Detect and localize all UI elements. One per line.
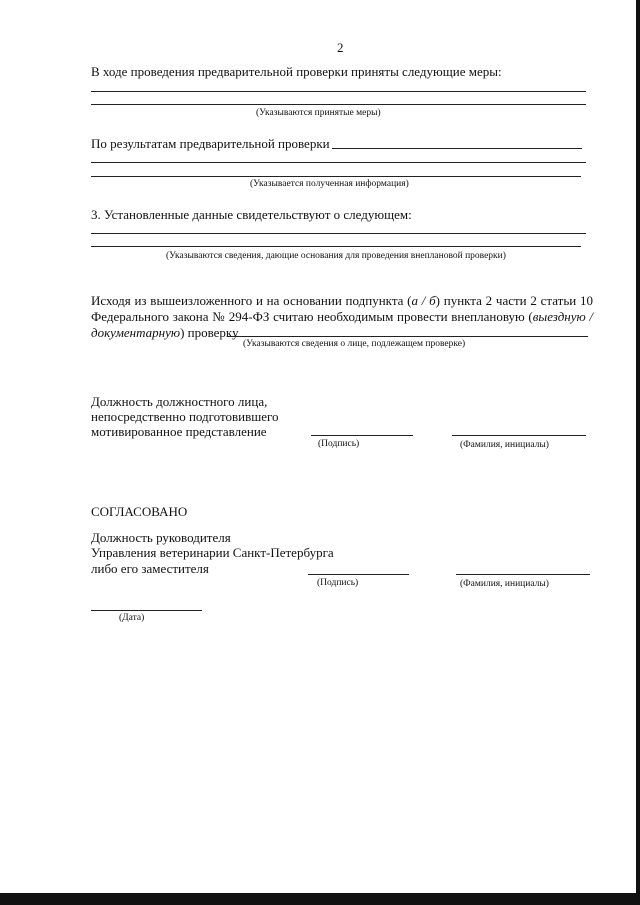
scan-border-right [636, 0, 640, 905]
official-line-3: мотивированное представление [91, 424, 267, 439]
data-caption: (Указываются сведения, дающие основания для проведения внеплановой проверки) [166, 251, 506, 261]
measures-heading: В ходе проведения предварительной проверки приняты следующие меры: [91, 64, 502, 79]
results-label: По результатам предварительной проверки [91, 136, 330, 151]
approval-name-caption: (Фамилия, инициалы) [460, 579, 549, 589]
data-line-2 [91, 246, 581, 247]
official-signature-caption: (Подпись) [318, 439, 360, 449]
conclusion-option-subpoint: а / б [411, 293, 436, 308]
conclusion-line [228, 336, 588, 337]
results-caption: (Указывается полученная информация) [250, 179, 409, 189]
approval-signature-caption: (Подпись) [317, 578, 359, 588]
measures-line-1 [91, 91, 586, 92]
data-heading: 3. Установленные данные свидетельствуют о следующем: [91, 207, 412, 222]
measures-line-2 [91, 104, 586, 105]
approval-line-3: либо его заместителя [91, 561, 209, 576]
approval-line-1: Должность руководителя [91, 530, 231, 545]
results-line-1 [91, 162, 586, 163]
official-name-line [452, 435, 586, 436]
conclusion-paragraph [91, 293, 593, 341]
approval-line-2: Управления ветеринарии Санкт-Петербурга [91, 545, 334, 560]
date-line [91, 610, 202, 611]
official-line-1: Должность должностного лица, [91, 394, 268, 409]
results-line-inline [332, 148, 582, 149]
conclusion-text-3: ) проверку [180, 325, 239, 340]
data-line-1 [91, 233, 586, 234]
conclusion-text-2: ) пункта 2 части 2 статьи 10 Федерального закона № 294-ФЗ считаю необходимым провести внеплановую ( [91, 293, 593, 324]
scan-border-bottom [0, 893, 640, 905]
official-line-2: непосредственно подготовившего [91, 409, 279, 424]
approval-heading: СОГЛАСОВАНО [91, 504, 188, 519]
approval-signature-line [308, 574, 409, 575]
measures-caption: (Указываются принятые меры) [256, 108, 381, 118]
official-name-caption: (Фамилия, инициалы) [460, 440, 549, 450]
conclusion-caption: (Указываются сведения о лице, подлежащем проверке) [243, 339, 466, 349]
results-line-2 [91, 176, 581, 177]
page-number: 2 [337, 40, 344, 55]
conclusion-text-1: Исходя из вышеизложенного и на основании подпункта ( [91, 293, 412, 308]
conclusion-option-type: выездную / документарную [91, 309, 593, 340]
official-signature-line [311, 435, 413, 436]
date-caption: (Дата) [119, 613, 145, 623]
approval-name-line [456, 574, 590, 575]
